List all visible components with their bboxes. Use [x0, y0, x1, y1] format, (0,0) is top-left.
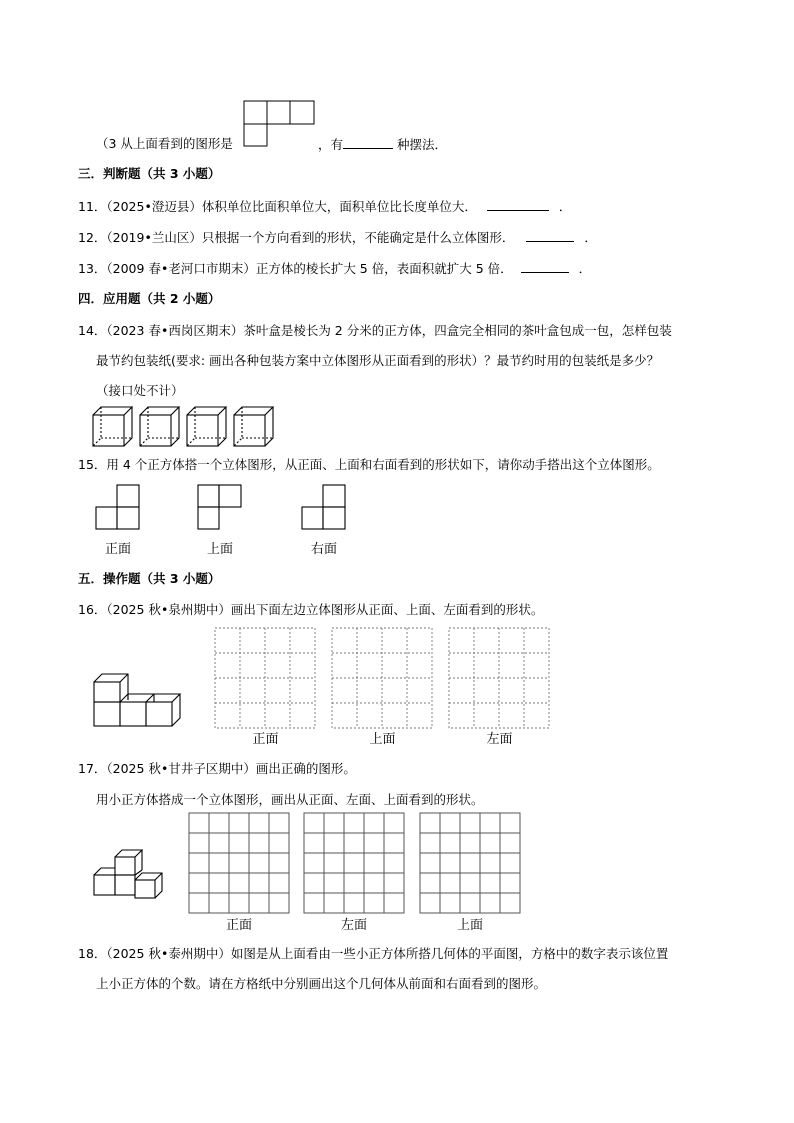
- q10-text-c: 种摆法．: [393, 137, 447, 152]
- q17-label-top: 上面: [456, 918, 483, 933]
- top-view-figure: [243, 100, 317, 148]
- cube-4: [234, 407, 273, 446]
- q10-line-end: [318, 136, 447, 153]
- four-tea-boxes-figure: [92, 406, 278, 448]
- question-number: 12．: [78, 230, 107, 245]
- question-12: [78, 229, 597, 246]
- question-14-line2: 最节约包装纸(要求: 画出各种包装方案中立体图形从正面看到的形状）？最节约时用的包装纸是多少？: [96, 353, 660, 368]
- question-text: 茶叶盒是棱长为 2 分米的正方体，四盒完全相同的茶叶盒包成一包，怎样包装: [243, 323, 672, 338]
- q16-grid-top[interactable]: [331, 627, 434, 730]
- answer-blank[interactable]: [343, 136, 393, 149]
- q16-grid-left[interactable]: [448, 627, 551, 730]
- question-text: 画出下面左边立体图形从正面、上面、左面看到的形状。: [230, 602, 544, 617]
- question-text: 画出正确的图形。: [255, 761, 356, 776]
- question-text: 如图是从上面看由一些小正方体所搭几何体的平面图，方格中的数字表示该位置: [230, 946, 669, 961]
- q15-front-view: [95, 484, 141, 530]
- question-18-line2: 上小正方体的个数。请在方格纸中分别画出这个几何体从前面和右面看到的图形。: [96, 976, 547, 991]
- answer-blank[interactable]: [521, 260, 569, 273]
- question-source: （2025•澄迈县）: [106, 199, 202, 214]
- q15-label-top: 上面: [206, 542, 233, 557]
- question-number: 14．: [78, 323, 107, 338]
- section-heading-application: 四．应用题（共 2 小题）: [78, 291, 221, 306]
- question-number: 16．: [78, 602, 107, 617]
- question-source: （2025 秋•甘井子区期中）: [106, 761, 256, 776]
- question-number: 18．: [78, 946, 107, 961]
- q17-label-left: 左面: [340, 918, 367, 933]
- q16-solid-figure: [93, 665, 188, 729]
- section-heading-operation: 五．操作题（共 3 小题）: [78, 571, 221, 586]
- q10-line: [96, 136, 233, 152]
- q17-grid-front[interactable]: [188, 812, 290, 914]
- question-17: [78, 761, 356, 777]
- q17-label-front: 正面: [225, 918, 252, 933]
- q16-label-top: 上面: [369, 732, 396, 747]
- question-13: [78, 260, 591, 277]
- question-text: 体积单位比面积单位大，面积单位比长度单位大．: [201, 199, 477, 214]
- question-number: 11．: [78, 199, 107, 214]
- q16-label-left: 左面: [486, 732, 513, 747]
- cube-2: [140, 407, 179, 446]
- question-number: 13．: [78, 261, 107, 276]
- question-text: 只根据一个方向看到的形状，不能确定是什么立体图形．: [201, 230, 515, 245]
- cube-3: [187, 407, 226, 446]
- question-18-line1: [78, 946, 668, 962]
- question-number: 17．: [78, 761, 107, 776]
- question-17-line2: 用小正方体搭成一个立体图形，画出从正面、左面、上面看到的形状。: [96, 792, 484, 807]
- question-end: ．: [584, 230, 597, 245]
- q10-text-b: ，有: [318, 137, 344, 152]
- question-source: （2025 秋•泉州期中）: [106, 602, 231, 617]
- question-source: （2025 秋•泰州期中）: [106, 946, 231, 961]
- question-16: [78, 602, 543, 618]
- question-15: [78, 457, 660, 473]
- answer-blank[interactable]: [526, 229, 574, 242]
- q15-label-right: 右面: [310, 542, 337, 557]
- question-end: ．: [558, 199, 572, 214]
- q17-grid-left[interactable]: [303, 812, 405, 914]
- q17-grid-top[interactable]: [419, 812, 521, 914]
- question-source: （2023 春•西岗区期末）: [106, 323, 244, 338]
- q15-right-view: [301, 484, 347, 530]
- q15-label-front: 正面: [104, 542, 131, 557]
- question-11: [78, 198, 571, 215]
- question-source: （2009 春•老河口市期末）: [106, 261, 256, 276]
- question-14-line1: [78, 323, 672, 339]
- question-text: 用 4 个正方体搭一个立体图形，从正面、上面和右面看到的形状如下，请你动手搭出这个立体图形。: [106, 457, 660, 472]
- q15-top-view: [197, 484, 243, 530]
- question-end: ．: [578, 261, 592, 276]
- section-heading-judgement: 三．判断题（共 3 小题）: [78, 166, 221, 181]
- question-source: （2019•兰山区）: [106, 230, 202, 245]
- q10-text-a: （3 从上面看到的图形是: [96, 136, 233, 151]
- answer-blank[interactable]: [487, 198, 549, 211]
- question-number: 15．: [78, 457, 107, 472]
- q17-solid-figure: [93, 849, 171, 899]
- cube-1: [93, 407, 132, 446]
- q16-label-front: 正面: [252, 732, 279, 747]
- q16-grid-front[interactable]: [214, 627, 317, 730]
- question-14-line3: （接口处不计）: [96, 383, 184, 398]
- question-text: 正方体的棱长扩大 5 倍，表面积就扩大 5 倍．: [255, 261, 513, 276]
